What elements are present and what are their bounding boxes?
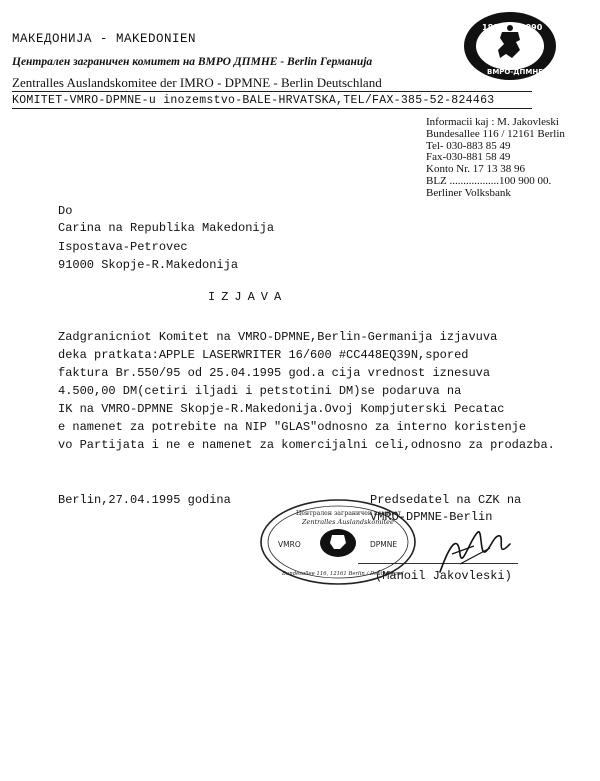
body-line: e namenet za potrebite na NIP "GLAS"odnosno za interno koristenje [58, 420, 527, 434]
letterhead-rule [12, 91, 532, 92]
recipient-to: Do [58, 204, 73, 218]
recipient-name: Carina na Republika Makedonija [58, 221, 275, 235]
emblem-year-right: 1990 [520, 23, 543, 32]
recipient-branch: Ispostava-Petrovec [58, 240, 188, 254]
contact-line: BLZ ..................100 900 00. [426, 174, 552, 187]
letterhead-cyrillic-title: Централен заграничен комитет на ВМРО ДПМНЕ - Berlin Германија [12, 56, 373, 68]
place-and-date: Berlin,27.04.1995 godina [58, 493, 231, 507]
body-line: faktura Br.550/95 od 25.04.1995 god.a cija vrednost iznesuva [58, 366, 491, 380]
body-line: vo Partijata i ne e namenet za komercijalni celi,odnosno za prodazba. [58, 438, 555, 452]
contact-line: Berliner Volksbank [426, 186, 511, 199]
stamp-right-text: DPMNE [370, 540, 398, 549]
letterhead-branch-line: KOMITET-VMRO-DPMNE-u inozemstvo-BALE-HRVATSKA,TEL/FAX-385-52-824463 [12, 94, 495, 107]
signatory-name: (Manoil Jakovleski) [375, 569, 512, 583]
handwritten-signature [430, 524, 520, 579]
contact-line: Fax-030-881 58 49 [426, 151, 511, 164]
stamp-left-text: VMRO [278, 540, 301, 549]
letterhead-german-title: Zentralles Auslandskomitee der IMRO - DPMNE - Berlin Deutschland [12, 75, 382, 90]
emblem-year-left: 1893 [482, 23, 505, 32]
contact-line: Tel- 030-883 85 49 [426, 139, 511, 152]
recipient-city: 91000 Skopje-R.Makedonija [58, 258, 239, 272]
letterhead-rule-bottom [12, 108, 532, 109]
emblem-text: ВМРО-ДПМНЕ [487, 68, 543, 76]
letterhead-country: МАКЕДОНИЈА - MAKEDONIEN [12, 32, 197, 46]
body-line: 4.500,00 DM(cetiri iljadi i petstotini DM)se podaruva na [58, 384, 462, 398]
body-line: IK na VMRO-DPMNE Skopje-R.Makedonija.Ovoj Kompjuterski Pecatac [58, 402, 505, 416]
stamp-top-text: Централен заграничен комитет [296, 510, 402, 517]
official-stamp [258, 497, 418, 587]
party-emblem [462, 10, 558, 82]
signatory-party: VMRO-DPMNE-Berlin [370, 510, 493, 524]
contact-line: Informacii kaj : M. Jakovleski [426, 116, 559, 128]
body-line: deka pratkata:APPLE LASERWRITER 16/600 #CC448EQ39N,spored [58, 348, 469, 362]
stamp-bottom-text: Bundesallee 116, 12161 Berlin / Deutschland [282, 571, 404, 577]
document-heading: IZJAVA [208, 290, 288, 304]
stamp-mid-text: Zentralles Auslandskomitee [302, 518, 394, 526]
signatory-title: Predsedatel na CZK na [370, 493, 522, 507]
contact-line: Bundesallee 116 / 12161 Berlin [426, 127, 565, 140]
contact-line: Konto Nr. 17 13 38 96 [426, 163, 525, 176]
contact-block [426, 117, 565, 200]
body-line: Zadgranicniot Komitet na VMRO-DPMNE,Berlin-Germanija izjavuva [58, 330, 498, 344]
